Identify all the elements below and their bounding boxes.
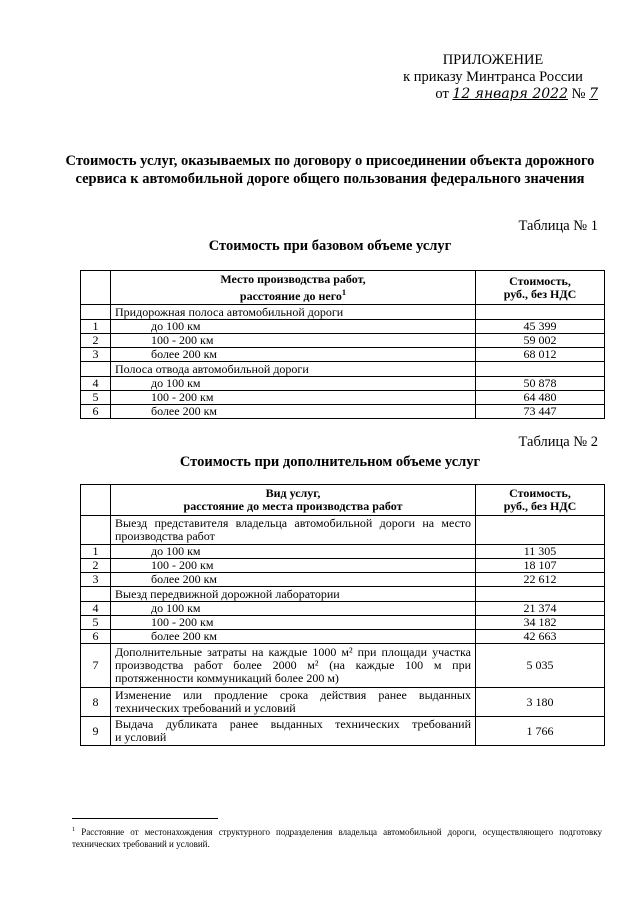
table-row: [81, 630, 605, 644]
table2-header-service-line2: расстояние до места производства работ: [183, 499, 403, 513]
table1-header-cost: [476, 271, 605, 305]
row-description-line2: производства работ более 2000 м² (на каждые 100 м при: [115, 658, 471, 672]
row-number: 5: [81, 616, 111, 630]
table2-header-row: [81, 485, 605, 516]
row-cost: 34 182: [476, 616, 605, 630]
row-cost: 5 035: [476, 644, 605, 688]
table1-section-row: [81, 305, 605, 320]
row-cost: 3 180: [476, 688, 605, 717]
appendix-block: [388, 52, 598, 103]
footnote-text: Расстояние от местонахождения структурного подразделения владельца автомобильной дороги, осуществляющего подготовку технических требований и условий.: [72, 827, 603, 849]
table-row: [81, 616, 605, 630]
row-description-line1: Выдача дубликата ранее выданных технических требований: [115, 717, 471, 731]
row-cost: 11 305: [476, 545, 605, 559]
row-cost: 59 002: [476, 334, 605, 348]
row-cost: 73 447: [476, 405, 605, 419]
row-number: 4: [81, 377, 111, 391]
table1-header-cost-line1: Стоимость,: [509, 273, 571, 288]
row-number: 2: [81, 559, 111, 573]
table-row: [81, 320, 605, 334]
row-description-line1: Дополнительные затраты на каждые 1000 м² при площади участка: [115, 645, 471, 659]
table2-header-cost-line2: руб., без НДС: [503, 499, 577, 513]
row-description-line2: и условий: [115, 730, 167, 744]
order-date-line: [388, 86, 598, 103]
table2-section-title-line2: производства работ: [115, 529, 215, 543]
row-number: 1: [81, 320, 111, 334]
row-distance: до 100 км: [111, 602, 476, 616]
row-number: 2: [81, 334, 111, 348]
footnote-marker: 1: [72, 826, 76, 833]
table1-header-place-line2: расстояние до него: [239, 288, 342, 303]
row-number: 4: [81, 602, 111, 616]
table1-section-title: Полоса отвода автомобильной дороги: [111, 362, 476, 377]
row-distance: 100 - 200 км: [111, 559, 476, 573]
table2-section-title: Выезд передвижной дорожной лаборатории: [111, 587, 476, 602]
row-description-line3: протяженности коммуникаций более 200 м): [115, 671, 339, 685]
table2-section-title: [111, 516, 476, 545]
table1-header-row: [81, 271, 605, 305]
number-sign: №: [571, 86, 586, 102]
row-number: 6: [81, 630, 111, 644]
table2-header-service: [111, 485, 476, 516]
row-distance: более 200 км: [111, 573, 476, 587]
footnote-divider: [72, 818, 218, 819]
row-description: [111, 644, 476, 688]
row-distance: 100 - 200 км: [111, 391, 476, 405]
table1-title: Стоимость при базовом объеме услуг: [208, 238, 452, 254]
table-row: [81, 405, 605, 419]
row-cost: 21 374: [476, 602, 605, 616]
row-description: [111, 688, 476, 717]
row-cost: 64 480: [476, 391, 605, 405]
row-distance: до 100 км: [111, 320, 476, 334]
row-description-line1: Изменение или продление срока действия ранее выданных: [115, 688, 471, 702]
row-number: 5: [81, 391, 111, 405]
table-row: [81, 573, 605, 587]
table-row: [81, 602, 605, 616]
row-description-line2: технических требований и условий: [115, 701, 296, 715]
row-distance: более 200 км: [111, 405, 476, 419]
table2-section-row: [81, 516, 605, 545]
row-number: 3: [81, 348, 111, 362]
row-cost: 50 878: [476, 377, 605, 391]
row-cost: 18 107: [476, 559, 605, 573]
table-row: [81, 717, 605, 746]
row-distance: более 200 км: [111, 630, 476, 644]
table2-header-service-line1: Вид услуг,: [265, 486, 321, 500]
order-number-handwritten: 7: [589, 86, 598, 102]
table1-section-title: Придорожная полоса автомобильной дороги: [111, 305, 476, 320]
table-row: [81, 391, 605, 405]
row-distance: до 100 км: [111, 377, 476, 391]
table2-label: Таблица № 2: [518, 434, 598, 450]
row-number: 8: [81, 688, 111, 717]
table-row: [81, 377, 605, 391]
main-title: Стоимость услуг, оказываемых по договору о присоединении объекта дорожного сервиса к автомобильной дороге общего пользования федерального значения: [65, 153, 595, 187]
table1-header-cost-line2: руб., без НДС: [503, 286, 577, 301]
table1-section-row: [81, 362, 605, 377]
table1-label: Таблица № 1: [518, 218, 598, 234]
table2-header-cost-line1: Стоимость,: [509, 486, 571, 500]
row-cost: 45 399: [476, 320, 605, 334]
row-number: 3: [81, 573, 111, 587]
table1-header-num: [81, 271, 111, 305]
row-cost: 68 012: [476, 348, 605, 362]
table-row: [81, 644, 605, 688]
appendix-subtitle: к приказу Минтранса России: [403, 69, 583, 85]
row-number: 1: [81, 545, 111, 559]
row-cost: 42 663: [476, 630, 605, 644]
table-row: [81, 545, 605, 559]
table1-header-place: [111, 271, 476, 305]
table2-section-title-line1: Выезд представителя владельца автомобильной дороги на место: [115, 516, 471, 530]
date-prefix: от: [435, 86, 449, 102]
table2-header-num: [81, 485, 111, 516]
row-distance: 100 - 200 км: [111, 334, 476, 348]
table1: [80, 270, 605, 419]
row-cost: 22 612: [476, 573, 605, 587]
table-row: [81, 348, 605, 362]
table-row: [81, 688, 605, 717]
row-distance: до 100 км: [111, 545, 476, 559]
table2-title: Стоимость при дополнительном объеме услуг: [179, 454, 481, 470]
footnote-ref: 1: [341, 287, 347, 297]
row-number: 9: [81, 717, 111, 746]
row-number: 6: [81, 405, 111, 419]
row-distance: 100 - 200 км: [111, 616, 476, 630]
row-distance: более 200 км: [111, 348, 476, 362]
appendix-title: ПРИЛОЖЕНИЕ: [442, 52, 544, 68]
row-number: 7: [81, 644, 111, 688]
table-row: [81, 559, 605, 573]
table2-section-row: [81, 587, 605, 602]
table2-header-cost: [476, 485, 605, 516]
order-date-handwritten: 12 января 2022: [452, 86, 568, 102]
row-description: [111, 717, 476, 746]
row-cost: 1 766: [476, 717, 605, 746]
table2: [80, 484, 605, 746]
table-row: [81, 334, 605, 348]
table1-header-place-line1: Место производства работ,: [220, 271, 366, 286]
footnote: [72, 824, 602, 850]
